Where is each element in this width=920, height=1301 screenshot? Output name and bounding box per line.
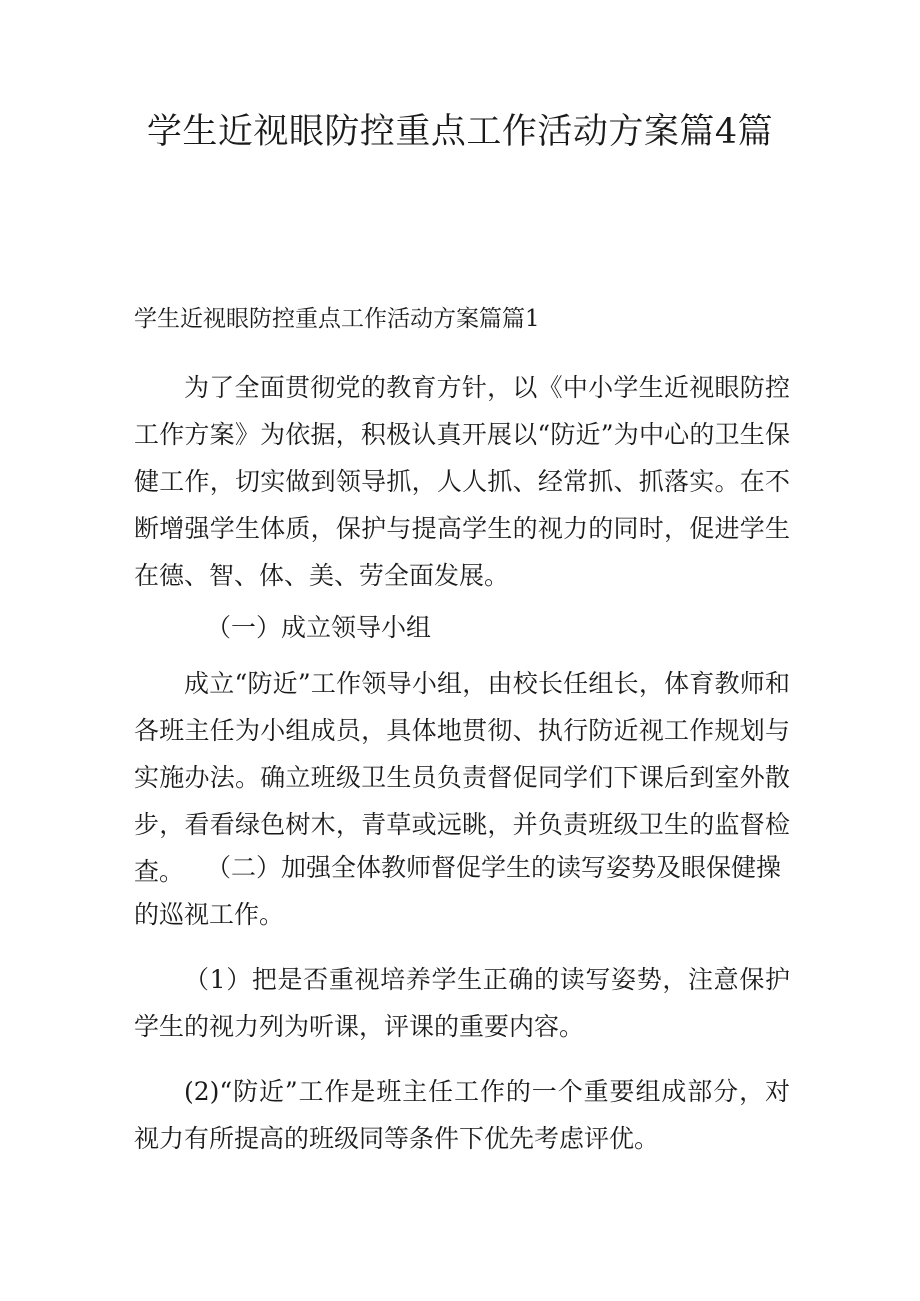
leadership-group-paragraph: 成立“防近”工作领导小组，由校长任组长，体育教师和各班主任为小组成员，具体地贯彻、执行防近视工作规划与实施办法。确立班级卫生员负责督促同学们下课后到室外散步，看看绿色树木，青草或远眺，并负责班级卫生的监督检查。 xyxy=(134,669,790,886)
intro-paragraph: 为了全面贯彻党的教育方针，以《中小学生近视眼防控工作方案》为依据，积极认真开展以“防近”为中心的卫生保健工作，切实做到领导抓，人人抓、经常抓、抓落实。在不断增强学生体质，保护与提高学生的视力的同时，促进学生在德、智、体、美、劳全面发展。 xyxy=(134,373,790,590)
section-heading-leadership-group: （一）成立领导小组 xyxy=(206,613,432,642)
item-2-paragraph: (2)“防近”工作是班主任工作的一个重要组成部分，对视力有所提高的班级同等条件下优先考虑评优。 xyxy=(134,1077,790,1153)
section-heading-teacher-supervision: （二）加强全体教师督促学生的读写姿势及眼保健操的巡视工作。 xyxy=(134,853,782,929)
item-1-paragraph: （1）把是否重视培养学生正确的读写姿势，注意保护学生的视力列为听课，评课的重要内容。 xyxy=(134,965,790,1041)
section-subtitle: 学生近视眼防控重点工作活动方案篇篇1 xyxy=(134,306,540,332)
document-title: 学生近视眼防控重点工作活动方案篇4篇 xyxy=(146,112,774,152)
